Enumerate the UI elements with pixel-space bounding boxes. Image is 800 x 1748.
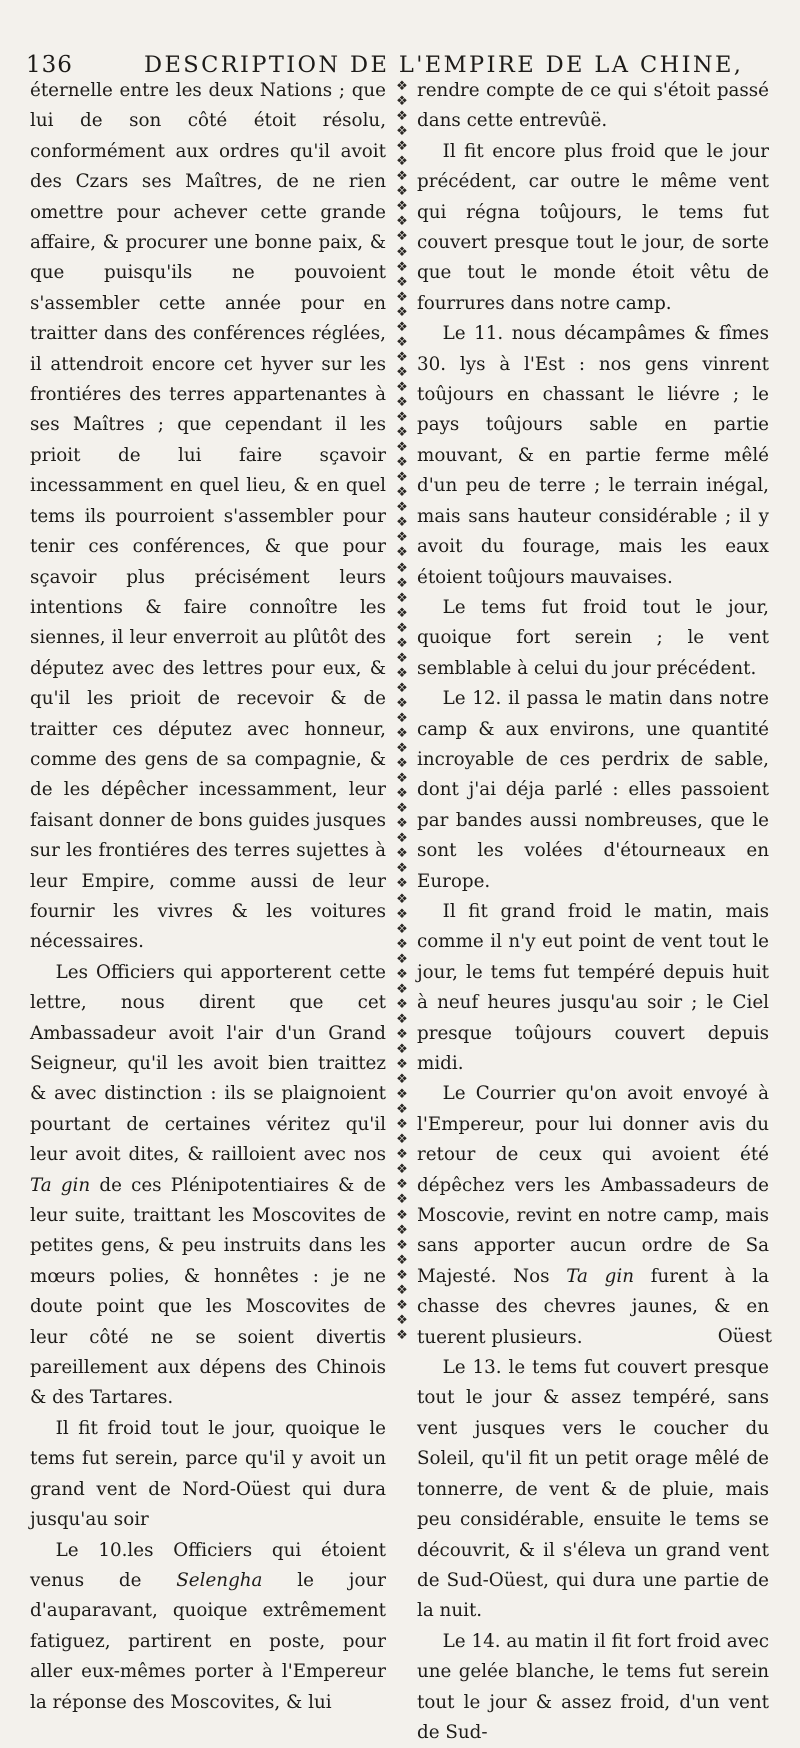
paragraph xyxy=(30,1536,386,1718)
paragraph-text: Le 11. nous décampâmes & fîmes 30. lys à l'Est : nos gens vinrent toûjours en chassant le liévre ; le pays toûjours sable en partie mouvant, & en partie ferme mêlé d'un peu de terre ; le terrain inégal, mais sans hauteur considérable ; il y avoit du fourage, mais les eaux étoient toûjours mauvaises. xyxy=(417,323,769,588)
ornament-glyph: ❖ xyxy=(396,861,408,877)
paragraph xyxy=(417,1079,769,1353)
ornament-glyph: ❖ xyxy=(396,364,408,380)
paragraph xyxy=(417,76,769,137)
ornament-glyph: ❖ xyxy=(396,921,408,937)
paragraph xyxy=(417,137,769,319)
ornament-glyph: ❖ xyxy=(396,289,408,305)
ornament-glyph: ❖ xyxy=(396,741,408,757)
ornament-glyph: ❖ xyxy=(396,199,408,215)
ornament-glyph: ❖ xyxy=(396,1102,408,1118)
ornament-glyph: ❖ xyxy=(396,981,408,997)
paragraph-text: Le 12. il passa le matin dans notre camp & aux environs, une quantité incroyable de ces perdrix de sable, dont j'ai déja parlé : elles passoient par bandes aussi nombreuses, que le sont les volées d'étourneaux en Europe. xyxy=(417,688,769,892)
ornament-glyph: ❖ xyxy=(396,1117,408,1133)
ornament-glyph: ❖ xyxy=(396,259,408,275)
ornament-glyph: ❖ xyxy=(396,996,408,1012)
ornament-glyph: ❖ xyxy=(396,1162,408,1178)
paragraph-text: le jour d'auparavant, quoique extrêmement fatiguez, partirent en poste, pour aller eux-mêmes porter à l'Empereur la réponse des Moscovites, & lui xyxy=(30,1569,386,1713)
paragraph xyxy=(417,897,769,1079)
ornament-glyph: ❖ xyxy=(396,485,408,501)
ornament-glyph: ❖ xyxy=(396,515,408,531)
ornament-glyph: ❖ xyxy=(396,786,408,802)
page-number: 136 xyxy=(26,52,73,78)
paragraph-text: Le 10.les Officiers qui étoient venus de xyxy=(30,1539,386,1591)
paragraph-text: Le 13. le tems fut couvert presque tout le jour & assez tempéré, sans vent jusques vers le coucher du Soleil, qu'il fit un petit orage mêlé de tonnerre, de vent & de pluie, mais peu considérable, ensuite le tems se découvrit, & il s'éleva un grand vent de Sud-Oüest, qui dura une partie de la nuit. xyxy=(417,1357,769,1622)
paragraph xyxy=(417,319,769,593)
running-title: DESCRIPTION DE L'EMPIRE DE LA CHINE, xyxy=(144,52,744,78)
ornament-glyph: ❖ xyxy=(396,1192,408,1208)
paragraph xyxy=(30,1414,386,1536)
ornament-glyph: ❖ xyxy=(396,1057,408,1073)
paragraph-text: Les Officiers qui apporterent cette lettre, nous dirent que cet Ambassadeur avoit l'air d'un Grand Seigneur, qu'il les avoit bien traittez & avec distinction : ils se plaignoient pourtant de certaines véritez qu'il leur avoit dites, & railloient avec nos xyxy=(30,961,386,1166)
ornament-glyph: ❖ xyxy=(396,229,408,245)
ornament-glyph: ❖ xyxy=(396,665,408,681)
ornament-glyph: ❖ xyxy=(396,726,408,742)
ornament-glyph: ❖ xyxy=(396,1237,408,1253)
paragraph-text: de ces Plénipotentiaires & de leur suite, traittant les Moscovites de petites gens, & peu instruits dans les mœurs polies, & honnêtes : je ne doute point que les Moscovites de leur côté ne se soient divertis pareillement aux dépens des Chinois & des Tartares. xyxy=(30,1174,386,1409)
ornament-glyph: ❖ xyxy=(396,1297,408,1313)
ornament-glyph: ❖ xyxy=(396,184,408,200)
ornament-glyph: ❖ xyxy=(396,139,408,155)
ornament-glyph: ❖ xyxy=(396,124,408,140)
ornament-glyph: ❖ xyxy=(396,816,408,832)
italic-term: Ta gin xyxy=(566,1265,634,1287)
ornament-glyph: ❖ xyxy=(396,1207,408,1223)
ornament-glyph: ❖ xyxy=(396,530,408,546)
ornament-glyph: ❖ xyxy=(396,906,408,922)
paragraph-text: Il fit froid tout le jour, quoique le tems fut serein, parce qu'il y avoit un grand vent de Nord-Oüest qui dura jusqu'au soir xyxy=(30,1417,386,1531)
ornament-glyph: ❖ xyxy=(396,1042,408,1057)
ornament-glyph: ❖ xyxy=(396,214,408,230)
ornament-glyph: ❖ xyxy=(396,846,408,862)
catchword: Oüest xyxy=(717,1326,772,1347)
ornament-glyph: ❖ xyxy=(396,319,408,335)
ornament-glyph: ❖ xyxy=(396,1087,408,1103)
ornament-glyph: ❖ xyxy=(396,891,408,907)
ornament-glyph: ❖ xyxy=(396,695,408,711)
ornament-glyph: ❖ xyxy=(396,274,408,290)
ornament-glyph: ❖ xyxy=(396,1312,408,1328)
ornament-glyph: ❖ xyxy=(396,1147,408,1163)
ornament-glyph: ❖ xyxy=(396,1177,408,1193)
ornament-glyph: ❖ xyxy=(396,500,408,516)
ornament-glyph: ❖ xyxy=(396,771,408,787)
ornament-glyph: ❖ xyxy=(396,936,408,952)
ornament-glyph: ❖ xyxy=(396,560,408,576)
paragraph xyxy=(417,593,769,684)
ornament-glyph: ❖ xyxy=(396,410,408,426)
left-column xyxy=(30,76,386,1718)
ornament-glyph: ❖ xyxy=(396,94,408,110)
paragraph xyxy=(30,76,386,958)
ornament-glyph: ❖ xyxy=(396,470,408,486)
ornament-glyph: ❖ xyxy=(396,635,408,651)
paragraph-text: éternelle entre les deux Nations ; que lui de son côté étoit résolu, conformément aux ordres qu'il avoit des Czars ses Maîtres, de ne rien omettre pour achever cette grande affaire, & procurer une bonne paix, & que puisqu'ils ne pouvoient s'assembler cette année pour en traitter dans des conférences réglées, il attendroit encore cet hyver sur les frontiéres des terres appartenantes à ses Maîtres ; que cependant il les prioit de lui faire sçavoir incessamment en quel lieu, & en quel tems ils pourroient s'assembler pour tenir ces conférences, & que pour sçavoir plus précisément leurs intentions & faire connoître les siennes, il leur enverroit au plûtôt des députez avec des lettres pour eux, & qu'il les prioit de recevoir & de traitter ces députez avec honneur, comme des gens de sa compagnie, & de les dépêcher incessamment, leur faisant donner de bons guides jusques sur les frontiéres des terres sujettes à leur Empire, comme aussi de leur fournir les vivres & les voitures nécessaires. xyxy=(30,80,386,953)
ornament-glyph: ❖ xyxy=(396,966,408,982)
right-column xyxy=(417,76,769,1748)
ornament-glyph: ❖ xyxy=(396,951,408,967)
italic-place-name: Selengha xyxy=(176,1569,263,1591)
paragraph xyxy=(30,958,386,1414)
ornament-glyph: ❖ xyxy=(396,1267,408,1283)
ornament-glyph: ❖ xyxy=(396,1252,408,1268)
ornament-glyph: ❖ xyxy=(396,575,408,591)
ornament-glyph: ❖ xyxy=(396,650,408,666)
paragraph-text: rendre compte de ce qui s'étoit passé dans cette entrevûë. xyxy=(417,80,769,132)
ornament-glyph: ❖ xyxy=(396,394,408,410)
ornament-glyph: ❖ xyxy=(396,680,408,696)
ornament-glyph: ❖ xyxy=(396,1327,408,1343)
paragraph xyxy=(417,1627,769,1748)
paragraph xyxy=(417,1353,769,1627)
paragraph-text: Le 14. au matin il fit fort froid avec une gelée blanche, le tems fut serein tout le jour & assez froid, d'un vent de Sud- xyxy=(417,1630,769,1743)
paragraph-text: Le tems fut froid tout le jour, quoique fort serein ; le vent semblable à celui du jour précédent. xyxy=(417,596,769,679)
ornament-glyph: ❖ xyxy=(396,1072,408,1088)
ornament-glyph: ❖ xyxy=(396,425,408,441)
ornament-glyph: ❖ xyxy=(396,605,408,621)
italic-term: Ta gin xyxy=(30,1174,91,1196)
paragraph-text: Il fit encore plus froid que le jour précédent, car outre le même vent qui régna toûjours, le tems fut couvert presque tout le jour, de sorte que tout le monde étoit vêtu de fourrures dans notre camp. xyxy=(417,140,769,314)
ornament-glyph: ❖ xyxy=(396,349,408,365)
paragraph-text: Il fit grand froid le matin, mais comme il n'y eut point de vent tout le jour, le tems fut tempéré depuis huit à neuf heures jusqu'au soir ; le Ciel presque toûjours couvert depuis midi. xyxy=(417,900,769,1074)
ornament-glyph: ❖ xyxy=(396,79,408,94)
ornament-glyph: ❖ xyxy=(396,379,408,395)
ornament-glyph: ❖ xyxy=(396,710,408,726)
ornament-glyph: ❖ xyxy=(396,876,408,892)
ornament-glyph: ❖ xyxy=(396,334,408,350)
ornament-glyph: ❖ xyxy=(396,440,408,456)
ornament-glyph: ❖ xyxy=(396,756,408,772)
paragraph-text: furent à la chasse des chevres jaunes, & en tuerent plusieurs. xyxy=(417,1265,770,1348)
ornamental-column-divider xyxy=(392,80,412,1342)
paragraph xyxy=(417,684,769,897)
ornament-glyph: ❖ xyxy=(396,1011,408,1027)
ornament-glyph: ❖ xyxy=(396,109,408,125)
ornament-glyph: ❖ xyxy=(396,831,408,847)
ornament-glyph: ❖ xyxy=(396,1222,408,1238)
ornament-glyph: ❖ xyxy=(396,169,408,185)
ornament-glyph: ❖ xyxy=(396,244,408,260)
ornament-glyph: ❖ xyxy=(396,590,408,606)
ornament-glyph: ❖ xyxy=(396,1026,408,1042)
ornament-glyph: ❖ xyxy=(396,1282,408,1298)
ornament-glyph: ❖ xyxy=(396,545,408,561)
ornament-glyph: ❖ xyxy=(396,154,408,170)
ornament-glyph: ❖ xyxy=(396,304,408,320)
ornament-glyph: ❖ xyxy=(396,620,408,636)
ornament-glyph: ❖ xyxy=(396,1132,408,1148)
ornament-glyph: ❖ xyxy=(396,455,408,471)
ornament-glyph: ❖ xyxy=(396,801,408,817)
paragraph-text: Le Courrier qu'on avoit envoyé à l'Empereur, pour lui donner avis du retour de ceux qui avoient été dépêchez vers les Ambassadeurs de Moscovie, revint en notre camp, mais sans apporter aucun ordre de Sa Majesté. Nos xyxy=(417,1083,769,1287)
